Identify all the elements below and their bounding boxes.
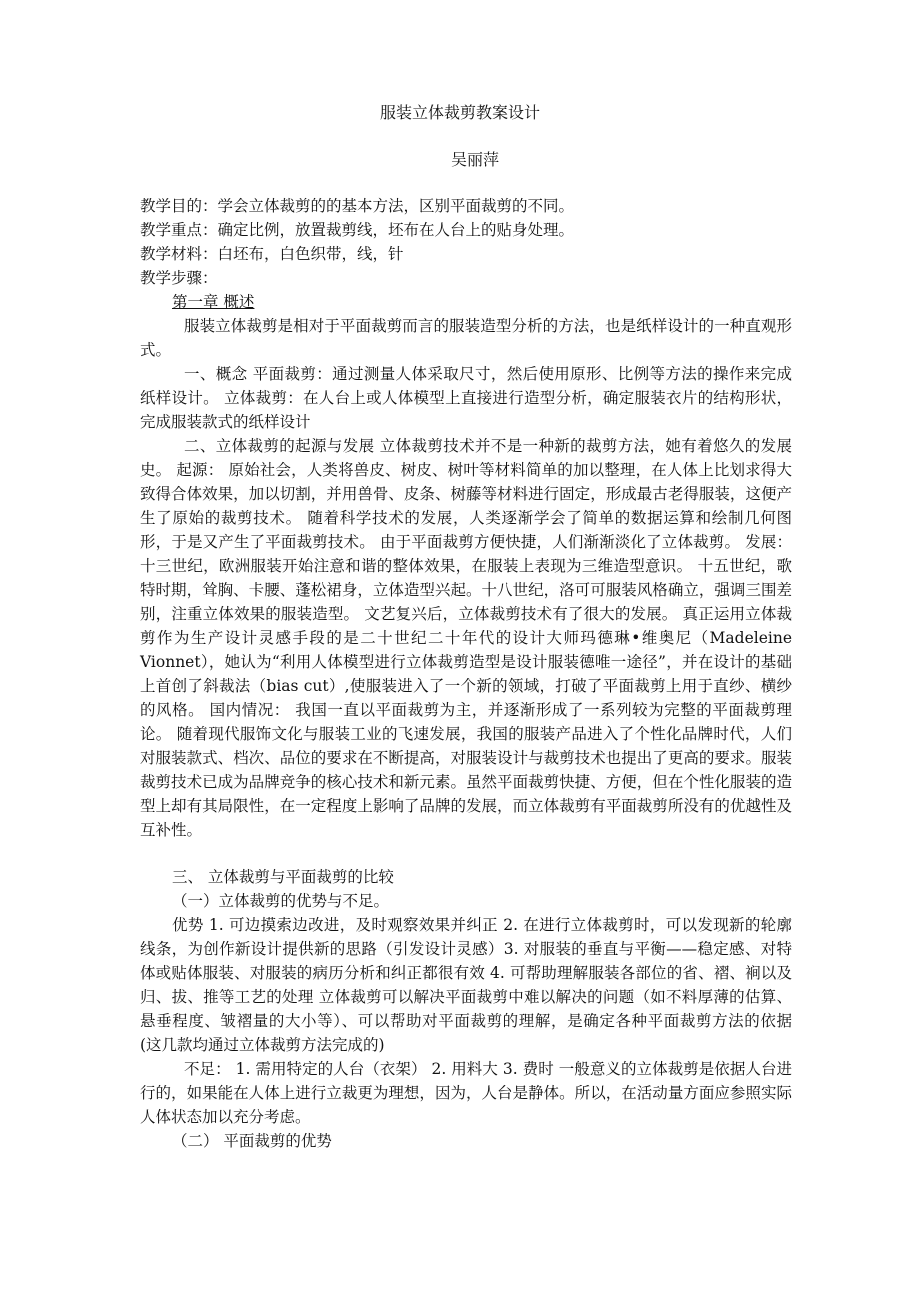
- concept-paragraph: 一、概念 平面裁剪：通过测量人体采取尺寸，然后使用原形、比例等方法的操作来完成纸样设计。 立体裁剪：在人台上或人体模型上直接进行造型分析，确定服装衣片的结构形状，完成服装款式的纸样设计: [140, 365, 792, 431]
- paragraph-gap: [140, 842, 792, 865]
- chapter-heading-text: 第一章 概述: [172, 293, 255, 311]
- section-3-heading: 三、 立体裁剪与平面裁剪的比较: [172, 868, 394, 886]
- intro-paragraph: 服装立体裁剪是相对于平面裁剪而言的服装造型分析的方法，也是纸样设计的一种直观形式。: [140, 317, 792, 359]
- history-paragraph: 二、立体裁剪的起源与发展 立体裁剪技术并不是一种新的裁剪方法，她有着悠久的发展史。 起源： 原始社会，人类将兽皮、树皮、树叶等材料简单的加以整理，在人体上比划求得大致得合体效果，加以切割，并用兽骨、皮条、树藤等材料进行固定，形成最古老得服装，这便产生了原始的裁剪技术。 随着科学技术的发展，人类逐渐学会了简单的数据运算和绘制几何图形，于是又产生了平面裁剪技术。 由于平面裁剪方便快捷，人们渐渐淡化了立体裁剪。 发展： 十三世纪，欧洲服装开始注意和谐的整体效果，在服装上表现为三维造型意识。 十五世纪，歌特时期，耸胸、卡腰、蓬松裙身，立体造型兴起。十八世纪，洛可可服装风格确立，强调三围差别，注重立体效果的服装造型。 文艺复兴后，立体裁剪技术有了很大的发展。 真正运用立体裁剪作为生产设计灵感手段的是二十世纪二十年代的设计大师玛德琳•维奥尼（Madeleine Vionnet），她认为“利用人体模型进行立体裁剪造型是设计服装德唯一途径”，并在设计的基础上首创了斜裁法（bias cut）,使服装进入了一个新的领域，打破了平面裁剪上用于直纱、横纱的风格。 国内情况： 我国一直以平面裁剪为主，并逐渐形成了一系列较为完整的平面裁剪理论。 随着现代服饰文化与服装工业的飞速发展，我国的服装产品进入了个性化品牌时代，人们对服装款式、档次、品位的要求在不断提高，对服装设计与裁剪技术也提出了更高的要求。服装裁剪技术已成为品牌竞争的核心技术和新元素。虽然平面裁剪快捷、方便，但在个性化服装的造型上却有其局限性，在一定程度上影响了品牌的发展，而立体裁剪有平面裁剪所没有的优越性及互补性。: [140, 437, 792, 839]
- chapter-heading: [140, 290, 792, 314]
- document-author: 吴丽萍: [450, 150, 499, 169]
- teaching-goal: 教学目的：学会立体裁剪的的基本方法，区别平面裁剪的不同。: [140, 197, 575, 215]
- subsection-2-heading: （二） 平面裁剪的优势: [172, 1132, 332, 1150]
- subsection-1-heading: （一）立体裁剪的优势与不足。: [172, 892, 390, 910]
- teaching-steps: 教学步骤：: [140, 269, 218, 287]
- disadvantages-paragraph: 不足： 1. 需用特定的人台（衣架） 2. 用料大 3. 费时 一般意义的立体裁剪是依据人台进行的，如果能在人体上进行立裁更为理想，因为，人台是静体。所以，在活动量方面应参照实际人体状态加以充分考虑。: [140, 1060, 792, 1126]
- advantages-paragraph: 优势 1. 可边摸索边改进，及时观察效果并纠正 2. 在进行立体裁剪时，可以发现新的轮廓线条，为创作新设计提供新的思路（引发设计灵感）3. 对服装的垂直与平衡——稳定感、对特体或贴体服装、对服装的病历分析和纠正都很有效 4. 可帮助理解服装各部位的省、褶、裥以及归、拔、推等工艺的处理 立体裁剪可以解决平面裁剪中难以解决的问题（如不料厚薄的估算、悬垂程度、皱褶量的大小等）、可以帮助对平面裁剪的理解，是确定各种平面裁剪方法的依据 (这几款均通过立体裁剪方法完成的): [140, 916, 792, 1054]
- document-body: [140, 194, 792, 1153]
- teaching-focus: 教学重点：确定比例，放置裁剪线，坯布在人台上的贴身处理。: [140, 221, 575, 239]
- document-title: 服装立体裁剪教案设计: [379, 103, 540, 122]
- teaching-materials: 教学材料：白坯布，白色织带，线，针: [140, 245, 404, 263]
